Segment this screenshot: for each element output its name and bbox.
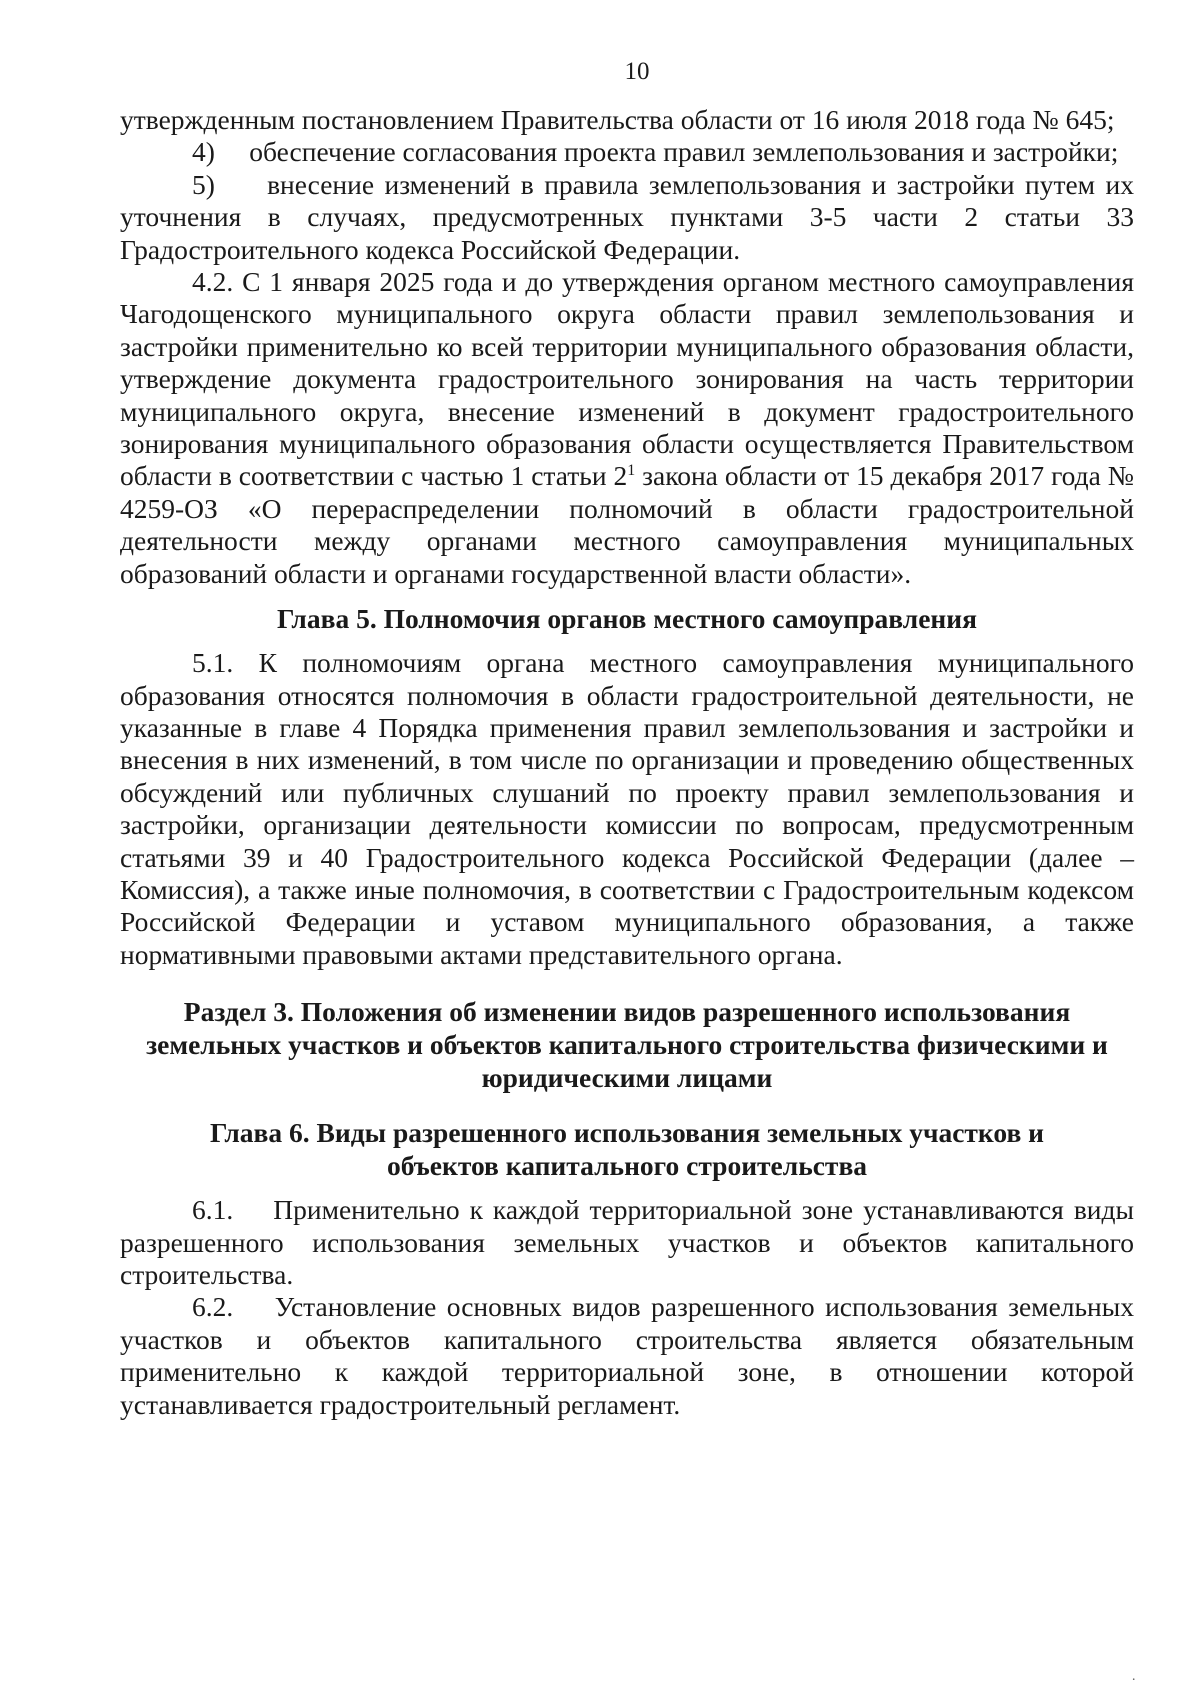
section-3-heading: Раздел 3. Положения об изменении видов разрешенного использования земельных участков и объектов капитального строительства физическими и юридическими лицами [146, 996, 1108, 1094]
paragraph-4-2 [120, 266, 1134, 590]
paragraph-continuation: утвержденным постановлением Правительства области от 16 июля 2018 года № 645; [120, 104, 1115, 135]
paragraph-4-2-main: 4.2. С 1 января 2025 года и до утверждения органом местного самоуправления Чагодощенского муниципального округа области правил землепользования и застройки применительно ко всей территории муниципального образования области, утверждение документа градостроительного зонирования на часть территории муниципального округа, внесение изменений в документ градостроительного зонирования муниципального образования области осуществляется Правительством области в соответствии с частью 1 статьи 2 [120, 266, 1134, 492]
chapter-5-heading: Глава 5. Полномочия органов местного самоуправления [277, 603, 977, 635]
paragraph-4-2-tail: закона области от 15 декабря 2017 года № 4259-ОЗ «О перераспределении полномочий в области градостроительной деятельности между органами местного самоуправления муниципальных образований области и органами государственной власти области». [120, 460, 1134, 589]
paragraph-6-1: 6.1. Применительно к каждой территориальной зоне устанавливаются виды разрешенного использования земельных участков и объектов капитального строительства. [120, 1194, 1134, 1290]
paragraph-5-1: 5.1. К полномочиям органа местного самоуправления муниципального образования относятся полномочия в области градостроительной деятельности, не указанные в главе 4 Порядка применения правил землепользования и застройки и внесения в них изменений, в том числе по организации и проведению общественных обсуждений или публичных слушаний по проекту правил землепользования и застройки, организации деятельности комиссии по вопросам, предусмотренным статьями 39 и 40 Градостроительного кодекса Российской Федерации (далее – Комиссия), а также иные полномочия, в соответствии с Градостроительным кодексом Российской Федерации и уставом муниципального образования, а также нормативными правовыми актами представительного органа. [120, 647, 1134, 970]
paragraph-6-2: 6.2. Установление основных видов разрешенного использования земельных участков и объектов капитального строительства является обязательным применительно к каждой территориальной зоне, в отношении которой устанавливается градостроительный регламент. [120, 1291, 1134, 1420]
page-number: 10 [624, 58, 650, 85]
paragraph-item-4: 4) обеспечение согласования проекта правил землепользования и застройки; [192, 136, 1119, 168]
chapter-6-heading: Глава 6. Виды разрешенного использования земельных участков и объектов капитального строительства [209, 1117, 1045, 1182]
corner-mark: · [1131, 1673, 1136, 1688]
paragraph-item-5: 5) внесение изменений в правила землепользования и застройки путем их уточнения в случаях, предусмотренных пунктами 3-5 части 2 статьи 33 Градостроительного кодекса Российской Федерации. [120, 168, 1134, 265]
paragraph-4-2-superscript: 1 [627, 462, 636, 480]
